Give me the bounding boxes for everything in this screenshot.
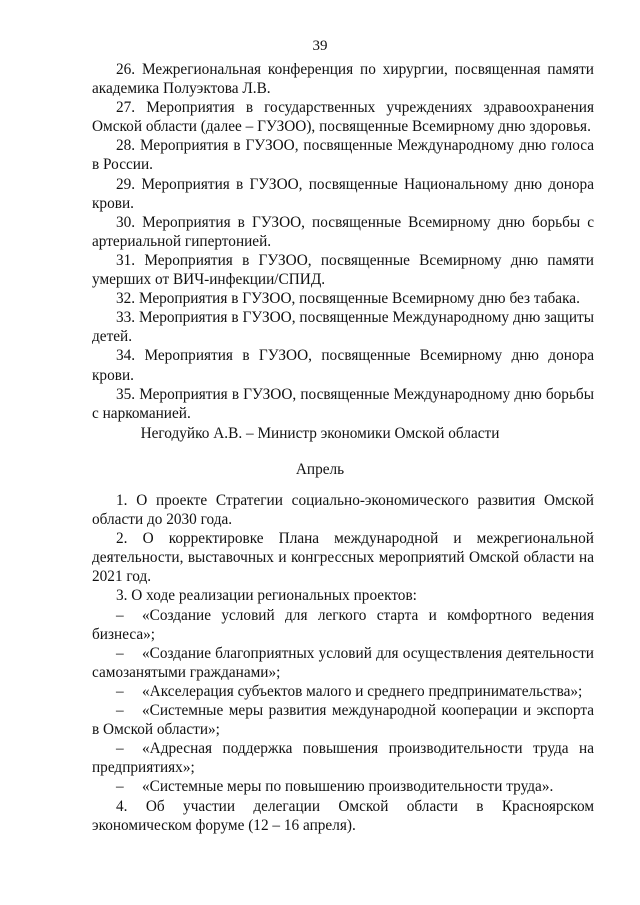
list-item: 35. Мероприятия в ГУЗОО, посвященные Международному дню борьбы с наркоманией. [92,385,594,422]
project-subitem [92,644,594,682]
project-subitem [92,777,594,796]
list-item: 28. Мероприятия в ГУЗОО, посвященные Международному дню голоса в России. [92,137,594,174]
dash-mark: – [116,644,124,662]
minister-heading: Негодуйко А.В. – Министр экономики Омской области [140,425,500,442]
project-subitem [92,606,594,644]
economy-agenda-list [92,491,594,835]
list-item: 1. О проекте Стратегии социально-экономического развития Омской области до 2030 года. [92,492,594,529]
dash-mark: – [116,702,124,720]
list-item: 33. Мероприятия в ГУЗОО, посвященные Международному дню защиты детей. [92,309,594,346]
dash-mark: – [116,778,124,796]
dash-mark: – [116,682,124,700]
health-events-list [92,60,594,423]
list-item: 30. Мероприятия в ГУЗОО, посвященные Всемирному дню борьбы с артериальной гипертонией. [92,213,594,250]
month-heading: Апрель [295,461,345,478]
list-item: 29. Мероприятия в ГУЗОО, посвященные Национальному дню донора крови. [92,175,594,212]
list-item: 2. О корректировке Плана международной и межрегиональной деятельности, выставочных и конгрессных мероприятий Омской области на 2021 год. [92,530,594,586]
page-number: 39 [312,38,328,54]
dash-mark: – [116,740,124,758]
project-subitem [92,701,594,739]
list-item: 26. Межрегиональная конференция по хирургии, посвященная памяти академика Полуэктова Л.В. [92,61,594,98]
list-item: 27. Мероприятия в государственных учреждениях здравоохранения Омской области (далее – ГУЗОО), посвященные Всемирному дню здоровья. [92,99,594,136]
list-item: 34. Мероприятия в ГУЗОО, посвященные Всемирному дню донора крови. [92,347,594,384]
project-subitem-text: «Адресная поддержка повышения производительности труда на предприятиях»; [92,740,594,777]
project-subitem [92,739,594,777]
project-subitem-text: «Создание благоприятных условий для осуществления деятельности самозанятыми гражданами»; [92,644,594,681]
project-subitem-text: «Системные меры развития международной кооперации и экспорта в Омской области»; [92,702,594,739]
project-subitem [92,682,594,701]
project-subitem-text: «Создание условий для легкого старта и комфортного ведения бизнеса»; [92,606,594,643]
list-item: 4. Об участии делегации Омской области в Красноярском экономическом форуме (12 – 16 апреля). [92,797,594,834]
project-subitem-text: «Акселерация субъектов малого и среднего предпринимательства»; [142,682,583,700]
project-subitem-text: «Системные меры по повышению производительности труда». [142,778,554,796]
dash-mark: – [116,606,124,624]
list-item: 3. О ходе реализации региональных проектов: [116,587,417,605]
list-item: 32. Мероприятия в ГУЗОО, посвященные Всемирному дню без табака. [116,290,580,308]
list-item: 31. Мероприятия в ГУЗОО, посвященные Всемирному дню памяти умерших от ВИЧ-инфекции/СПИД. [92,251,594,289]
